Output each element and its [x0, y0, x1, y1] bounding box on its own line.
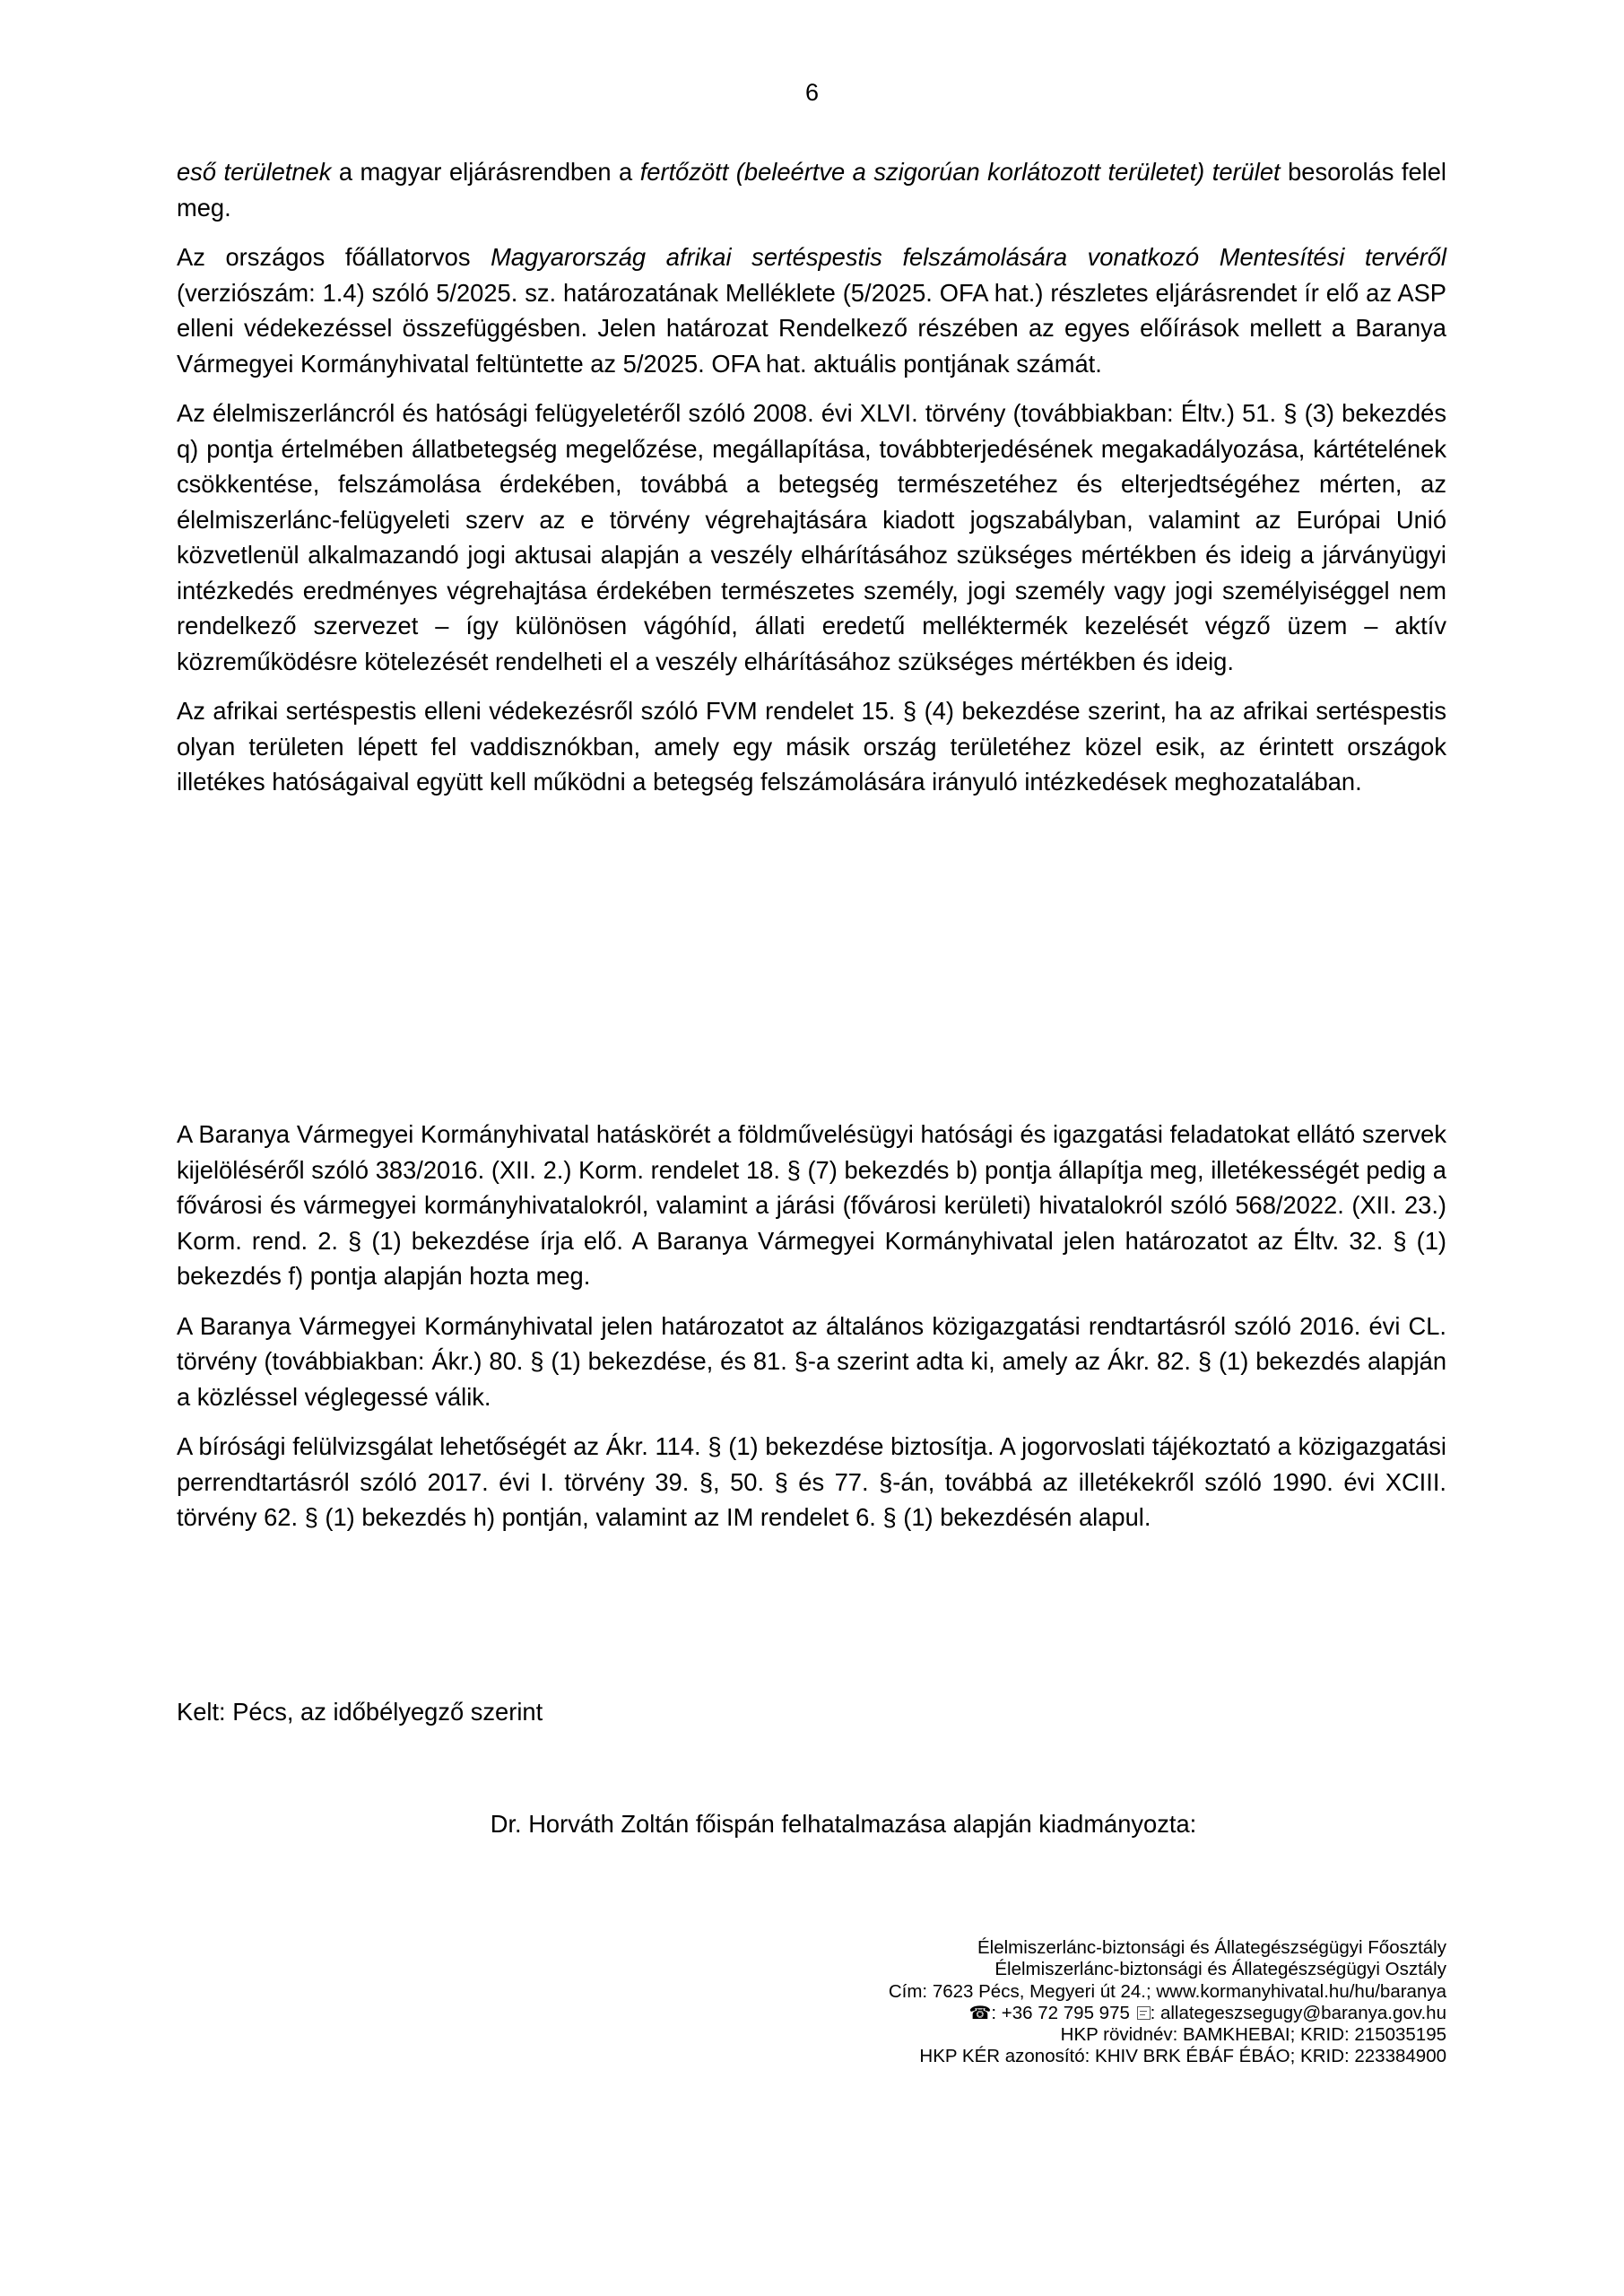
text-segment: Az afrikai sertéspestis elleni védekezésről szóló FVM rendelet 15. § (4) bekezdése szerint, ha az afrikai sertéspestis olyan területen lépett fel vaddisznókban, amely egy másik ország területéhez közel esik, az érintett országok illetékes hatóságaival együtt kell működni a betegség felszámolására irányuló intézkedések meghozatalában.: [177, 697, 1446, 796]
paragraph-eltv-51: [177, 396, 1446, 679]
text-segment: (verziószám: 1.4) szóló 5/2025. sz. határozatának Melléklete (5/2025. OFA hat.) részletes eljárásrendet ír elő az ASP elleni védekezéssel összefüggésben. Jelen határozat Rendelkező részében az egyes előírások mellett a Baranya Vármegyei Kormányhivatal feltüntette az 5/2025. OFA hat. aktuális pontjának számát.: [177, 278, 1446, 378]
footer-address: Cím: 7623 Pécs, Megyeri út 24.; www.kormanyhivatal.hu/hu/baranya: [888, 1980, 1446, 2002]
paragraph-jogorvoslat: [177, 1429, 1446, 1535]
paragraph-fvm-rendelet: [177, 693, 1446, 800]
text-segment: Magyarország afrikai sertéspestis felszámolására vonatkozó Mentesítési tervéről: [491, 243, 1446, 271]
text-segment: A bírósági felülvizsgálat lehetőségét az Ákr. 114. § (1) bekezdése biztosítja. A jogorvoslati tájékoztató a közigazgatási perrendtartásról szóló 2017. évi I. törvény 39. §, 50. § és 77. §-án, továbbá az illetékekről szóló 1990. évi XCIII. törvény 62. § (1) bekezdés h) pontján, valamint az IM rendelet 6. § (1) bekezdésén alapul.: [177, 1432, 1446, 1531]
mail-icon: [1137, 2006, 1151, 2020]
text-segment: eső területnek: [177, 158, 332, 186]
date-place-line: Kelt: Pécs, az időbélyegző szerint: [177, 1698, 543, 1726]
footer-email: : allategeszsegugy@baranya.gov.hu: [1150, 2002, 1446, 2023]
paragraph-akr: [177, 1309, 1446, 1415]
text-segment: fertőzött (beleértve a szigorúan korlátozott területet) terület: [639, 158, 1281, 186]
footer-hkp-ker: HKP KÉR azonosító: KHIV BRK ÉBÁF ÉBÁO; KRID: 223384900: [919, 2046, 1446, 2067]
footer-contact-row: [889, 2003, 1446, 2024]
footer-contact-block: [889, 1937, 1446, 2068]
text-segment: Az élelmiszerláncról és hatósági felügyeletéről szóló 2008. évi XLVI. törvény (továbbiakban: Éltv.) 51. § (3) bekezdés q) pontja értelmében állatbetegség megelőzése, megállapítása, továbbterjedésének megakadályozása, kártételének csökkentése, felszámolása érdekében, továbbá a betegség természetéhez és elterjedtségéhez mérten, az élelmiszerlánc-felügyeleti szerv az e törvény végrehajtására kiadott jogszabályban, valamint az Európai Unió közvetlenül alkalmazandó jogi aktusai alapján a veszély elhárításához szükséges mértékben és ideig a járványügyi intézkedés eredményes végrehajtása érdekében természetes személy, jogi személy vagy jogi személyiséggel nem rendelkező szervezet – így különösen vágóhíd, állati eredetű melléktermék kezelését végző üzem – aktív közreműködésre kötelezését rendelheti el a veszély elhárításához szükséges mértékben és ideig.: [177, 399, 1446, 675]
footer-department: Élelmiszerlánc-biztonsági és Állategészségügyi Főosztály: [977, 1937, 1446, 1958]
paragraph-ofa-decision: [177, 239, 1446, 381]
text-segment: a magyar eljárásrendben a: [331, 158, 640, 186]
body-section-2: [177, 1117, 1446, 1535]
footer-division: Élelmiszerlánc-biztonsági és Állategészségügyi Osztály: [994, 1959, 1446, 1980]
signatory-line: Dr. Horváth Zoltán főispán felhatalmazása alapján kiadmányozta:: [490, 1810, 1197, 1838]
text-segment: besorolás felel meg.: [177, 158, 1446, 222]
body-section-1: [177, 154, 1446, 800]
paragraph-classification: [177, 154, 1446, 225]
footer-hkp-short: HKP rövidnév: BAMKHEBAI; KRID: 215035195: [1060, 2024, 1446, 2046]
page-number: 6: [804, 79, 820, 106]
phone-icon: ☎: [968, 2003, 992, 2023]
text-segment: Az országos főállatorvos: [177, 243, 491, 271]
text-segment: A Baranya Vármegyei Kormányhivatal hatáskörét a földművelésügyi hatósági és igazgatási feladatokat ellátó szervek kijelöléséről szóló 383/2016. (XII. 2.) Korm. rendelet 18. § (7) bekezdés b) pontja állapítja meg, illetékességét pedig a fővárosi és vármegyei kormányhivatalokról, valamint a járási (fővárosi kerületi) hivatalokról szóló 568/2022. (XII. 23.) Korm. rend. 2. § (1) bekezdése írja elő. A Baranya Vármegyei Kormányhivatal jelen határozatot az Éltv. 32. § (1) bekezdés f) pontja alapján hozta meg.: [177, 1120, 1446, 1290]
paragraph-hataskor: [177, 1117, 1446, 1294]
footer-phone: : +36 72 795 975: [991, 2002, 1135, 2023]
text-segment: A Baranya Vármegyei Kormányhivatal jelen határozatot az általános közigazgatási rendtartásról szóló 2016. évi CL. törvény (továbbiakban: Ákr.) 80. § (1) bekezdése, és 81. §-a szerint adta ki, amely az Ákr. 82. § (1) bekezdés alapján a közléssel véglegessé válik.: [177, 1311, 1446, 1411]
